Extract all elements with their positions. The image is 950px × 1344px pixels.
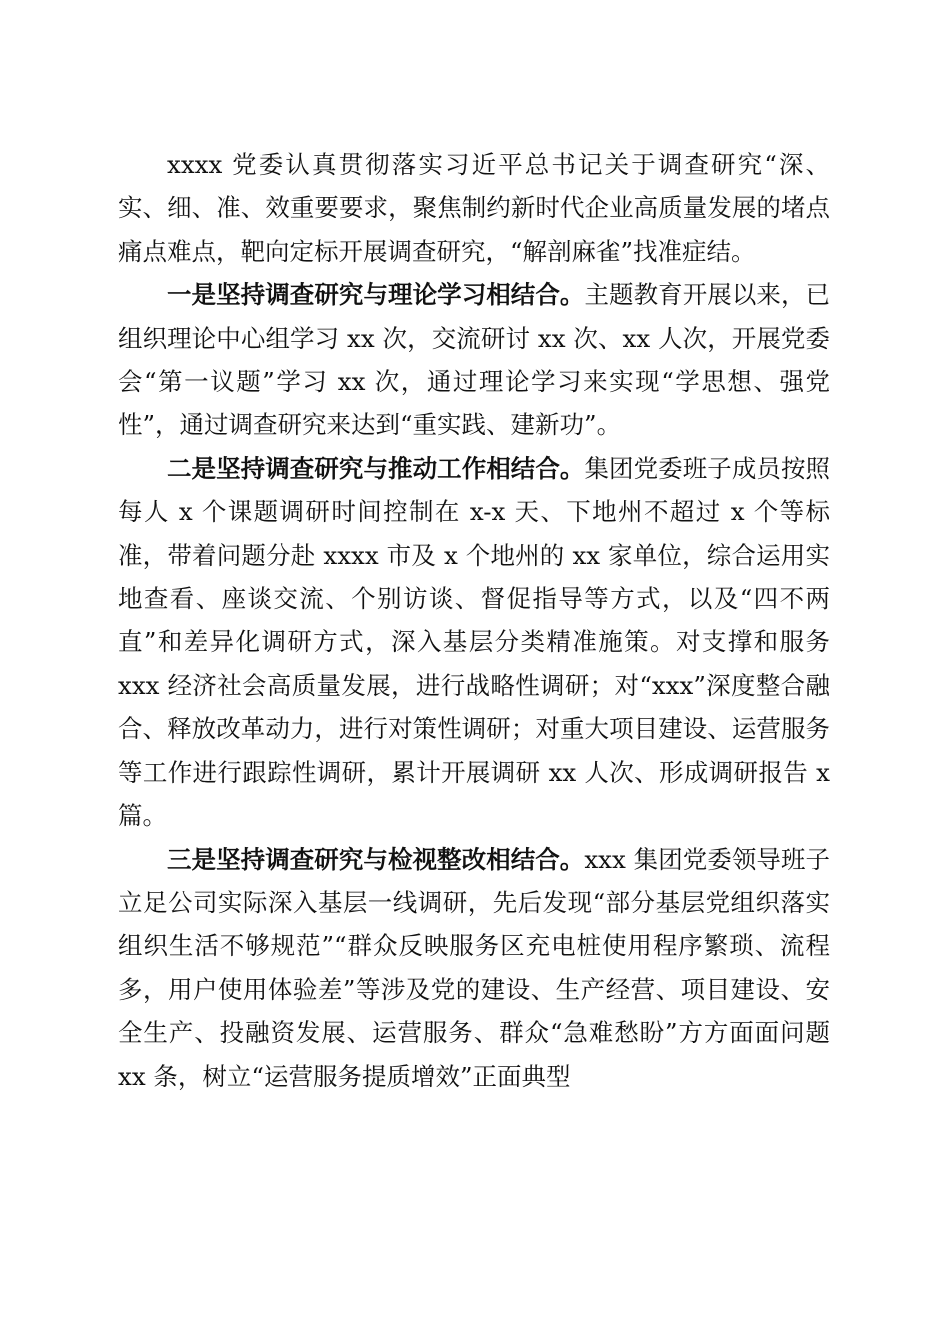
section-body-2: 集团党委班子成员按照每人 x 个课题调研时间控制在 x-x 天、下地州不超过 x 个等标准，带着问题分赴 xxxx 市及 x 个地州的 xx 家单位，综合运用实地查看、座谈交流、个别访谈、督促指导等方式，以及“四不两直”和差异化调研方式，深入基层分类精准施策。对支撑和服务 xxx 经济社会高质量发展，进行战略性调研；对“xxx”深度整合融合、释放改革动力，进行对策性调研；对重大项目建设、运营服务等工作进行跟踪性调研，累计开展调研 xx 人次、形成调研报告 x 篇。 bbox=[118, 453, 831, 831]
section-body-3: xxx 集团党委领导班子立足公司实际深入基层一线调研，先后发现“部分基层党组织落实组织生活不够规范”“群众反映服务区充电桩使用程序繁琐、流程多，用户使用体验差”等涉及党的建设、生产经营、项目建设、安全生产、投融资发展、运营服务、群众“急难愁盼”方方面面问题 xx 条，树立“运营服务提质增效”正面典型 bbox=[118, 844, 830, 1091]
section-heading-1: 一是坚持调查研究与理论学习相结合。 bbox=[167, 280, 585, 310]
document-body bbox=[118, 143, 830, 1098]
section-paragraph-1 bbox=[118, 273, 830, 447]
section-paragraph-2 bbox=[118, 447, 830, 838]
section-heading-3: 三是坚持调查研究与检视整改相结合。 bbox=[167, 844, 585, 874]
section-body-1: 主题教育开展以来，已组织理论中心组学习 xx 次，交流研讨 xx 次、xx 人次，开展党委会“第一议题”学习 xx 次，通过理论学习来实现“学思想、强党性”，通过调查研究来达到“重实践、建新功”。 bbox=[118, 280, 831, 440]
intro-paragraph: xxxx 党委认真贯彻落实习近平总书记关于调查研究“深、实、细、准、效重要要求，聚焦制约新时代企业高质量发展的堵点痛点难点，靶向定标开展调查研究，“解剖麻雀”找准症结。 bbox=[118, 150, 830, 266]
section-heading-2: 二是坚持调查研究与推动工作相结合。 bbox=[167, 453, 585, 483]
section-paragraph-3 bbox=[118, 838, 830, 1098]
